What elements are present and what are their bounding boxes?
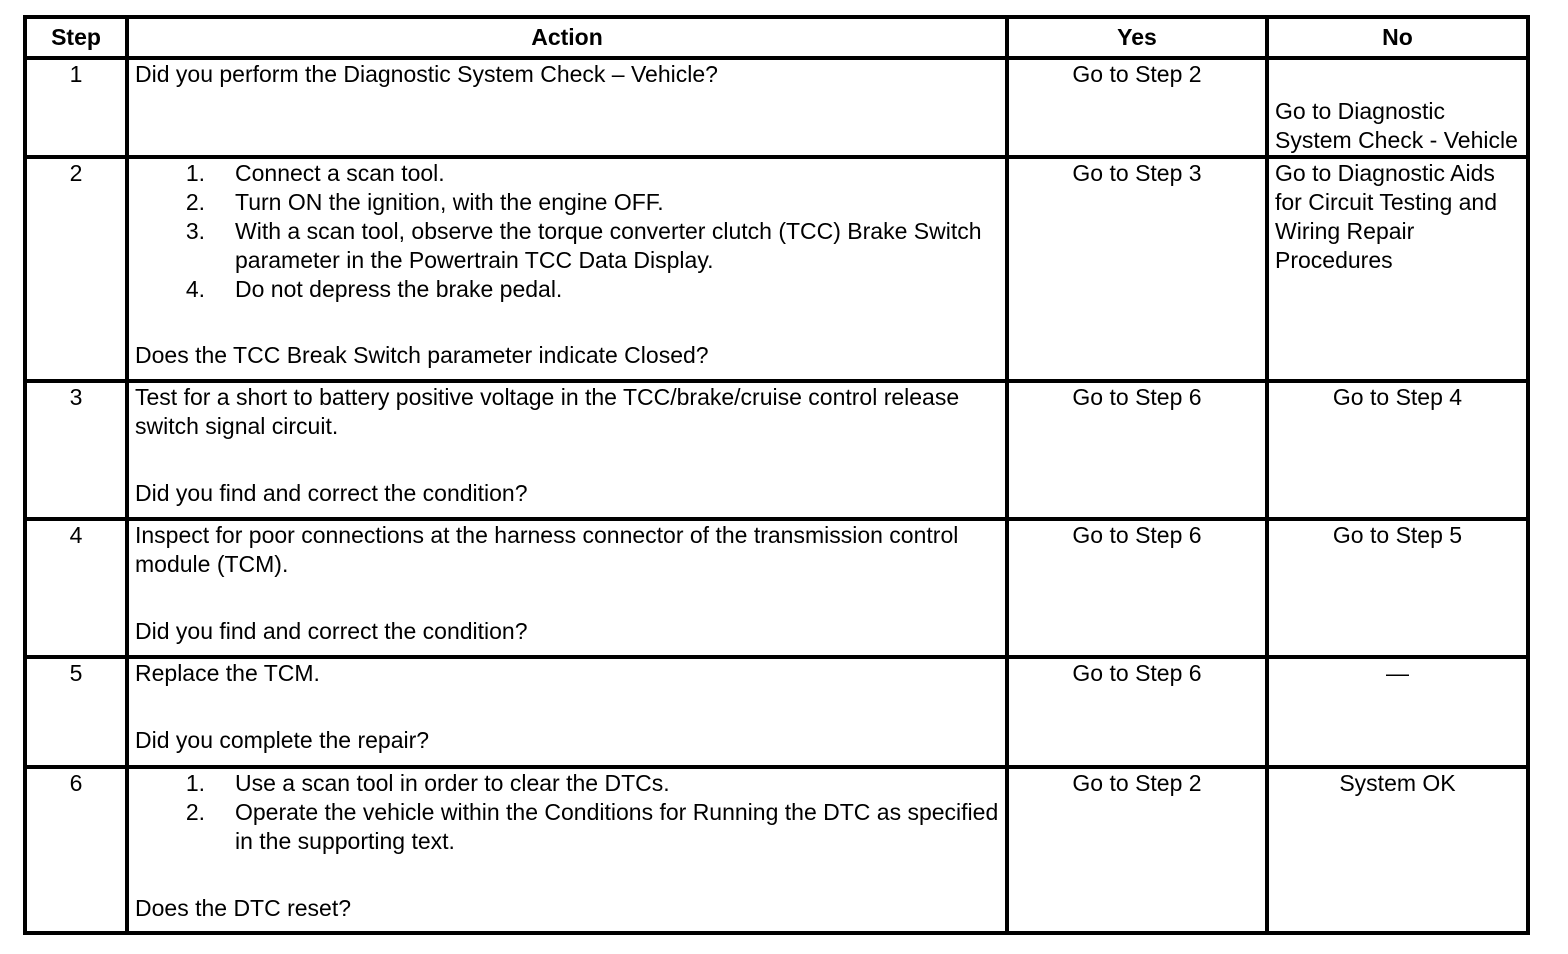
header-row: [25, 17, 1528, 58]
header-step: Step: [25, 17, 127, 58]
yes-cell: Go to Step 6: [1007, 519, 1267, 657]
substep-list: [135, 159, 999, 304]
action-text: Replace the TCM.: [135, 660, 320, 686]
yes-cell: Go to Step 6: [1007, 657, 1267, 767]
yes-cell: Go to Step 6: [1007, 381, 1267, 519]
substep-text: With a scan tool, observe the torque converter clutch (TCC) Brake Switch parameter in the Powertrain TCC Data Display.: [235, 218, 982, 273]
action-cell: [127, 381, 1007, 519]
substep-list: [135, 769, 999, 856]
step-number: 5: [25, 657, 127, 767]
step-number: 6: [25, 767, 127, 933]
question-text: Does the TCC Break Switch parameter indicate Closed?: [135, 342, 709, 368]
header-action: Action: [127, 17, 1007, 58]
yes-cell: Go to Step 2: [1007, 58, 1267, 157]
action-text: Test for a short to battery positive voltage in the TCC/brake/cruise control release switch signal circuit.: [135, 384, 960, 439]
substep-number: 2.: [185, 799, 205, 825]
header-yes: Yes: [1007, 17, 1267, 58]
question-text: Did you find and correct the condition?: [135, 480, 528, 506]
action-text: Did you perform the Diagnostic System Check – Vehicle?: [135, 61, 718, 87]
list-item: [135, 217, 999, 275]
substep-number: 1.: [185, 770, 205, 796]
list-item: [135, 769, 999, 798]
substep-text: Operate the vehicle within the Conditions for Running the DTC as specified in the supporting text.: [235, 799, 999, 854]
substep-text: Turn ON the ignition, with the engine OFF.: [235, 189, 664, 215]
no-cell: Go to Diagnostic Aids for Circuit Testing and Wiring Repair Procedures: [1267, 157, 1528, 381]
table-row: [25, 58, 1528, 157]
list-item: [135, 275, 999, 304]
question-text: Did you complete the repair?: [135, 727, 430, 753]
step-number: 1: [25, 58, 127, 157]
diagnostic-table: [23, 15, 1530, 935]
table-row: [25, 767, 1528, 933]
yes-cell: Go to Step 3: [1007, 157, 1267, 381]
substep-number: 1.: [185, 160, 205, 186]
yes-cell: Go to Step 2: [1007, 767, 1267, 933]
table-row: [25, 381, 1528, 519]
action-cell: [127, 767, 1007, 933]
no-cell: System OK: [1267, 767, 1528, 933]
substep-number: 4.: [185, 276, 205, 302]
list-item: [135, 798, 999, 856]
no-cell: —: [1267, 657, 1528, 767]
substep-text: Use a scan tool in order to clear the DTCs.: [235, 770, 670, 796]
substep-number: 3.: [185, 218, 205, 244]
table-row: [25, 519, 1528, 657]
table-row: [25, 157, 1528, 381]
action-text: Inspect for poor connections at the harness connector of the transmission control module (TCM).: [135, 522, 959, 577]
no-cell: Go to Step 4: [1267, 381, 1528, 519]
step-number: 2: [25, 157, 127, 381]
table-row: [25, 657, 1528, 767]
list-item: [135, 188, 999, 217]
no-cell: Go to Step 5: [1267, 519, 1528, 657]
list-item: [135, 159, 999, 188]
action-cell: [127, 58, 1007, 157]
step-number: 4: [25, 519, 127, 657]
action-cell: [127, 157, 1007, 381]
question-text: Did you find and correct the condition?: [135, 618, 528, 644]
question-text: Does the DTC reset?: [135, 895, 352, 921]
substep-text: Connect a scan tool.: [235, 160, 445, 186]
no-cell: Go to Diagnostic System Check - Vehicle: [1267, 58, 1528, 157]
action-cell: [127, 519, 1007, 657]
action-cell: [127, 657, 1007, 767]
header-no: No: [1267, 17, 1528, 58]
substep-number: 2.: [185, 189, 205, 215]
substep-text: Do not depress the brake pedal.: [235, 276, 563, 302]
step-number: 3: [25, 381, 127, 519]
